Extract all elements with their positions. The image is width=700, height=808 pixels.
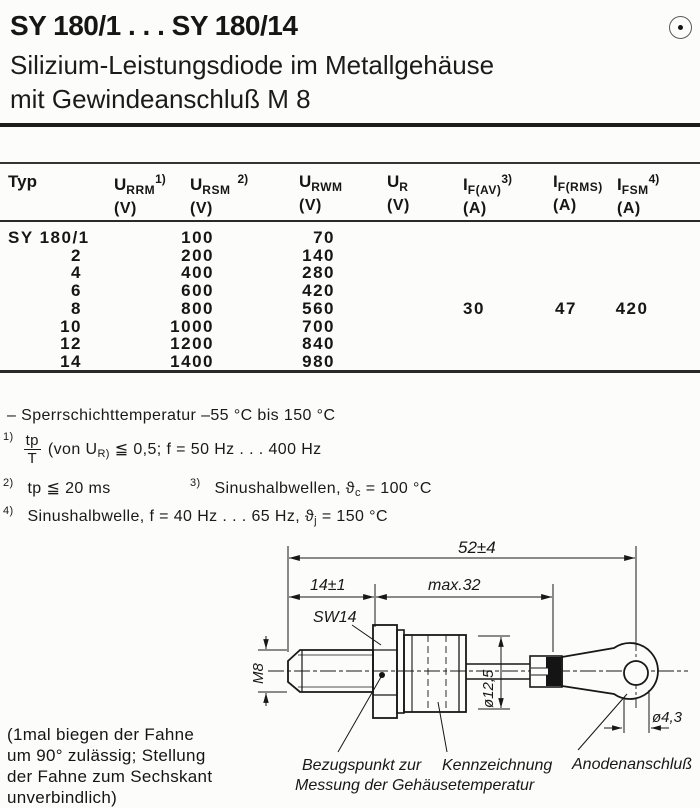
flag-bending-note-line1: (1mal biegen der Fahne (7, 725, 195, 744)
footnote-4-text: Sinushalbwelle, f = 40 Hz . . . 65 Hz, ϑj = 150 °C (27, 508, 388, 527)
cell-urrm: 800 (181, 299, 214, 318)
dimension-body-length (376, 577, 552, 597)
cell-urwm: 560 (302, 299, 335, 318)
hole-diameter-label: ø4,3 (652, 709, 683, 726)
fraction-numerator: tp (25, 432, 39, 449)
col-symbol-ursm: U (190, 175, 203, 194)
footnote-1-marker: 1) (3, 431, 14, 443)
reference-point-dot (379, 672, 385, 678)
col-symbol-urwm: U (299, 172, 312, 191)
marking-label: Kennzeichnung (442, 757, 553, 774)
wrench-size-label: SW14 (313, 609, 357, 626)
col-unit-ur: (V) (387, 197, 410, 214)
thread-label: M8 (250, 663, 267, 684)
anode-label: Anodenanschluß (572, 756, 693, 773)
cell-urwm: 280 (302, 263, 335, 282)
flag-bending-note-line4: unverbindlich) (7, 788, 118, 807)
cell-urrm: 1200 (170, 334, 214, 353)
case-body (404, 635, 466, 712)
cell-urwm: 840 (302, 334, 335, 353)
wrench-leader-line (352, 625, 381, 645)
cell-typ: SY 180/1 (8, 228, 90, 247)
col-footref-ursm: 2) (237, 172, 249, 186)
col-symbol-ur: U (387, 172, 400, 191)
reference-point-label-1: Bezugspunkt zur (302, 757, 422, 774)
cell-urrm: 1000 (170, 317, 214, 336)
cell-typ: 12 (60, 334, 82, 353)
lead-wire (466, 664, 530, 679)
col-unit-ursm: (V) (190, 200, 213, 217)
col-subscript-urwm: RWM (311, 180, 343, 194)
flag-bending-note-line3: der Fahne zum Sechskant (7, 767, 213, 786)
cell-urwm: 700 (302, 317, 335, 336)
cell-urrm: 1400 (170, 352, 214, 371)
col-subscript-urrm: RRM (126, 183, 156, 197)
crimp-sleeve (530, 656, 562, 687)
footnote-2-marker: 2) (3, 477, 14, 489)
col-symbol-typ: Typ (8, 172, 37, 191)
cell-typ: 2 (71, 246, 82, 265)
col-unit-ifsm: (A) (617, 200, 641, 217)
footnote-3-marker: 3) (190, 477, 201, 489)
anode-leader-line (578, 694, 627, 750)
reference-point-leader-line (338, 677, 381, 752)
col-footref-urrm: 1) (155, 172, 166, 186)
cell-typ: 8 (71, 299, 82, 318)
col-subscript-ur: R (399, 180, 409, 194)
col-symbol-ifav: I (463, 175, 468, 194)
fraction-denominator: T (24, 449, 41, 466)
col-subscript-ifav: F(AV) (467, 183, 502, 197)
reference-point-label-2: Messung der Gehäusetemperatur (295, 777, 535, 794)
marking-leader-line (438, 702, 447, 752)
col-unit-ifrms: (A) (553, 197, 577, 214)
col-unit-ifav: (A) (463, 200, 487, 217)
cell-typ: 14 (60, 352, 82, 371)
col-footref-ifav: 3) (501, 172, 513, 186)
junction-temperature-note: – Sperrschichttemperatur –55 °C bis 150 °C (7, 407, 336, 424)
col-footref-ifsm: 4) (648, 172, 660, 186)
cell-urwm: 70 (313, 228, 335, 247)
col-symbol-ifsm: I (617, 175, 622, 194)
flange-ring (397, 630, 404, 713)
page-title: SY 180/1 . . . SY 180/14 (10, 10, 298, 41)
cell-typ: 6 (71, 281, 82, 300)
dimension-stud-label: 14±1 (310, 577, 346, 594)
footnote-3-text: Sinushalbwellen, ϑc = 100 °C (214, 480, 432, 499)
hex-nut (373, 625, 397, 718)
col-subscript-ifrms: F(RMS) (557, 180, 603, 194)
terminal-hole (624, 661, 648, 685)
body-diameter-label: ø12,5 (480, 669, 497, 708)
extension-lines (288, 546, 636, 708)
page-subtitle-line1: Silizium-Leistungsdiode im Metallgehäuse (10, 50, 495, 80)
footnote-1-text: (von UR) ≦ 0,5; f = 50 Hz . . . 400 Hz (47, 441, 322, 460)
dimension-overall-label: 52±4 (458, 538, 496, 557)
footnote-2-text: tp ≦ 20 ms (27, 480, 111, 497)
col-unit-urrm: (V) (114, 200, 137, 217)
col-symbol-urrm: U (114, 175, 127, 194)
cell-typ: 4 (71, 263, 82, 282)
page-subtitle-line2: mit Gewindeanschluß M 8 (10, 84, 311, 114)
cell-urrm: 400 (181, 263, 214, 282)
cell-urwm: 420 (302, 281, 335, 300)
col-subscript-ifsm: FSM (621, 183, 649, 197)
dimension-stud-length (289, 577, 374, 597)
cell-urrm: 600 (181, 281, 214, 300)
dimension-body-label: max.32 (428, 577, 481, 594)
col-symbol-ifrms: I (553, 172, 558, 191)
col-subscript-ursm: RSM (202, 183, 231, 197)
flag-bending-note (7, 724, 212, 808)
cell-urwm: 980 (302, 352, 335, 371)
footnote-4-marker: 4) (3, 505, 14, 517)
cell-ifrms-shared: 47 (555, 299, 577, 318)
flag-bending-note-line2: um 90° zulässig; Stellung (7, 746, 206, 765)
cell-typ: 10 (60, 317, 82, 336)
cell-ifav-shared: 30 (463, 299, 485, 318)
cell-urrm: 100 (181, 228, 214, 247)
cell-urrm: 200 (181, 246, 214, 265)
col-unit-urwm: (V) (299, 197, 322, 214)
dimension-overall-length (289, 538, 635, 558)
cell-urwm: 140 (302, 246, 335, 265)
cell-ifsm-shared: 420 (615, 299, 649, 318)
